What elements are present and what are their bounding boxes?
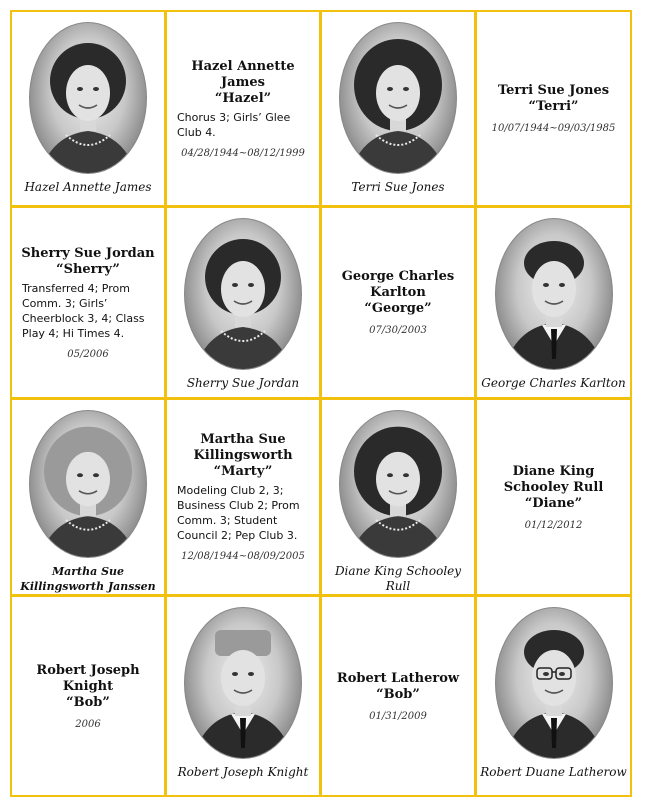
bio-cell [320, 595, 476, 797]
portrait-caption: Robert Duane Latherow [480, 765, 627, 779]
student-portrait [495, 218, 613, 370]
student-activities: Chorus 3; Girls’ Glee Club 4. [177, 110, 291, 139]
portrait-cell [320, 10, 476, 207]
bio-cell [165, 398, 321, 596]
bio-cell [475, 398, 632, 596]
student-name: Terri Sue Jones [497, 83, 610, 98]
portrait-caption: Robert Joseph Knight [177, 765, 309, 779]
portrait-cell [10, 398, 166, 596]
portrait-cell [320, 398, 476, 596]
student-portrait [339, 410, 457, 558]
student-portrait [495, 607, 613, 759]
student-nickname: “George” [364, 301, 432, 316]
bio-cell [165, 10, 321, 207]
portrait-cell [475, 595, 632, 797]
student-name: Martha Sue Killingsworth [193, 432, 293, 463]
student-dates: 04/28/1944~08/12/1999 [181, 147, 305, 159]
student-dates: 01/31/2009 [369, 710, 427, 722]
portrait-caption: Terri Sue Jones [351, 180, 445, 194]
student-dates: 01/12/2012 [524, 519, 583, 531]
student-dates: 2006 [75, 718, 101, 730]
student-name: Hazel Annette James [191, 58, 295, 90]
portrait-cell [165, 595, 321, 797]
portrait-cell [10, 10, 166, 207]
student-nickname: “Bob” [66, 694, 110, 710]
bio-cell [10, 595, 166, 797]
portrait-caption: Sherry Sue Jordan [186, 376, 300, 390]
student-dates: 05/2006 [67, 348, 109, 360]
portrait-cell [165, 206, 321, 399]
portrait-caption: Diane King Schooley Rull [334, 564, 462, 593]
student-activities: Modeling Club 2, 3; Business Club 2; Prom Comm. 3; Student Council 2; Pep Club 3. [177, 484, 300, 542]
student-portrait [29, 22, 147, 174]
student-nickname: “Sherry” [56, 261, 120, 277]
bio-cell [10, 206, 166, 399]
student-activities: Transferred 4; Prom Comm. 3; Girls’ Cheerblock 3, 4; Class Play 4; Hi Times 4. [22, 281, 145, 340]
student-nickname: “Marty” [213, 464, 273, 479]
portrait-caption: Hazel Annette James [24, 180, 152, 194]
bio-cell [320, 206, 476, 399]
student-dates: 10/07/1944~09/03/1985 [491, 123, 616, 134]
student-nickname: “Terri” [528, 99, 579, 114]
student-name: Robert Latherow [336, 670, 460, 686]
student-nickname: “Bob” [376, 686, 420, 702]
bio-cell [475, 10, 632, 207]
student-portrait [184, 218, 302, 370]
student-dates: 12/08/1944~08/09/2005 [181, 551, 305, 562]
student-name: Diane King Schooley Rull [503, 463, 604, 495]
student-portrait [29, 410, 147, 558]
student-nickname: “Hazel” [214, 90, 272, 106]
student-dates: 07/30/2003 [369, 325, 427, 336]
student-portrait [184, 607, 302, 759]
student-name: Robert Joseph Knight [36, 662, 140, 694]
student-name: Sherry Sue Jordan [21, 245, 155, 261]
portrait-cell [475, 206, 632, 399]
portrait-caption: George Charles Karlton [481, 376, 626, 390]
student-nickname: “Diane” [524, 495, 583, 511]
student-portrait [339, 22, 457, 174]
yearbook-grid [11, 11, 632, 797]
student-name: George Charles Karlton [341, 269, 455, 300]
portrait-caption: Martha Sue Killingsworth Janssen [20, 565, 156, 593]
